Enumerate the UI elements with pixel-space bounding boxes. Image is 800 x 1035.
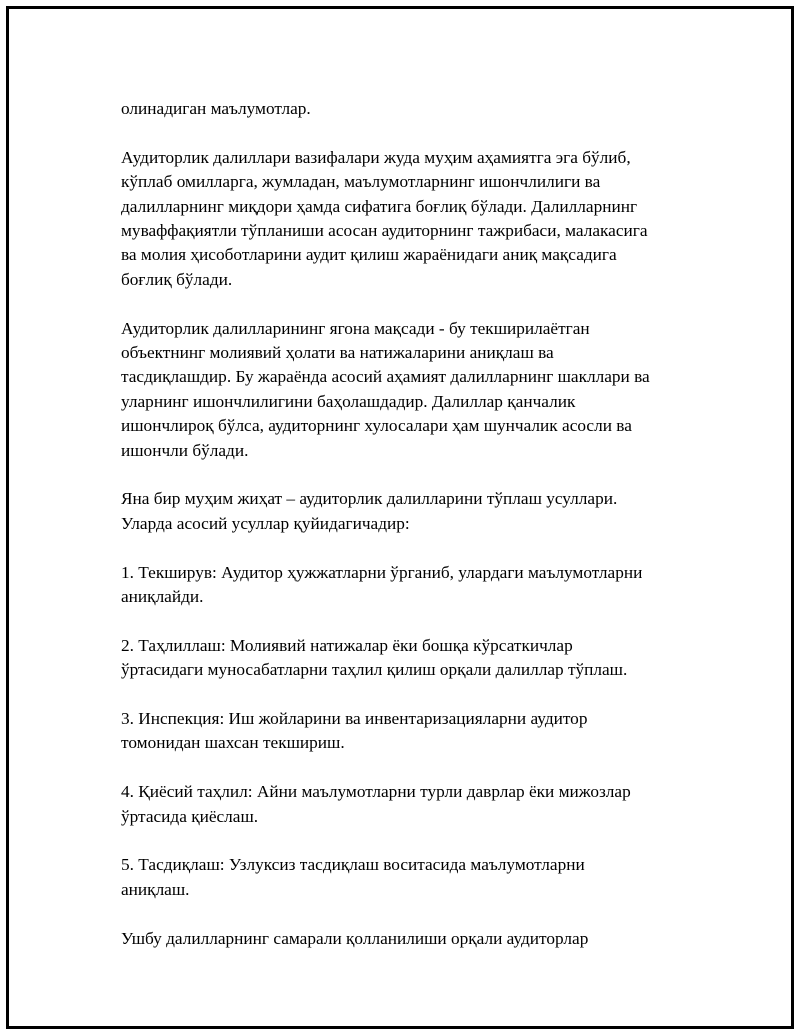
document-body — [121, 97, 696, 951]
list-item-inspection-site: 3. Инспекция: Иш жойларини ва инвентаризацияларни аудитор томонидан шахсан текшириш. — [121, 709, 588, 753]
paragraph-evidence-functions: Аудиторлик далиллари вазифалари жуда муҳим аҳамиятга эга бўлиб, кўплаб омилларга, жумладан, маълумотларнинг ишончлилиги ва далилларнинг миқдори ҳамда сифатига боғлиқ бўлади. Далилларнинг муваффақиятли тўпланиши асосан аудиторнинг тажрибаси, малакасига ва молия ҳисоботларини аудит қилиш жараёнидаги аниқ мақсадига боғлиқ бўлади. — [121, 147, 648, 289]
paragraph-collection-methods-intro: Яна бир муҳим жиҳат – аудиторлик далилларини тўплаш усуллари. Уларда асосий усуллар қуйидагичадир: — [121, 489, 618, 533]
list-item-inspection-documents: 1. Текширув: Аудитор ҳужжатларни ўрганиб, улардаги маълумотларни аниқлайди. — [121, 562, 643, 607]
paragraph-continuation: олинадиган маълумотлар. — [121, 99, 311, 118]
paragraph-conclusion-start: Ушбу далилларнинг самарали қолланилиши орқали аудиторлар — [121, 928, 589, 948]
list-item-comparative-analysis: 4. Қиёсий таҳлил: Айни маълумотларни турли даврлар ёки мижозлар ўртасида қиёслаш. — [121, 782, 631, 826]
paragraph-evidence-purpose: Аудиторлик далилларининг ягона мақсади - бу текширилаётган объектнинг молиявий ҳолати ва натижаларини аниқлаш ва тасдиқлашдир. Бу жараёнда асосий аҳамият далилларнинг шакллари ва уларнинг ишончлилигини баҳолашдадир. Далиллар қанчалик ишончлироқ бўлса, аудиторнинг хулосалари ҳам шунчалик асосли ва ишончли бўлади. — [121, 318, 650, 460]
list-item-confirmation: 5. Тасдиқлаш: Узлуксиз тасдиқлаш воситасида маълумотларни аниқлаш. — [121, 855, 585, 899]
list-item-analysis: 2. Таҳлиллаш: Молиявий натижалар ёки бошқа кўрсаткичлар ўртасидаги муносабатларни таҳлил қилиш орқали далиллар тўплаш. — [121, 635, 628, 680]
page-frame — [6, 6, 794, 1029]
